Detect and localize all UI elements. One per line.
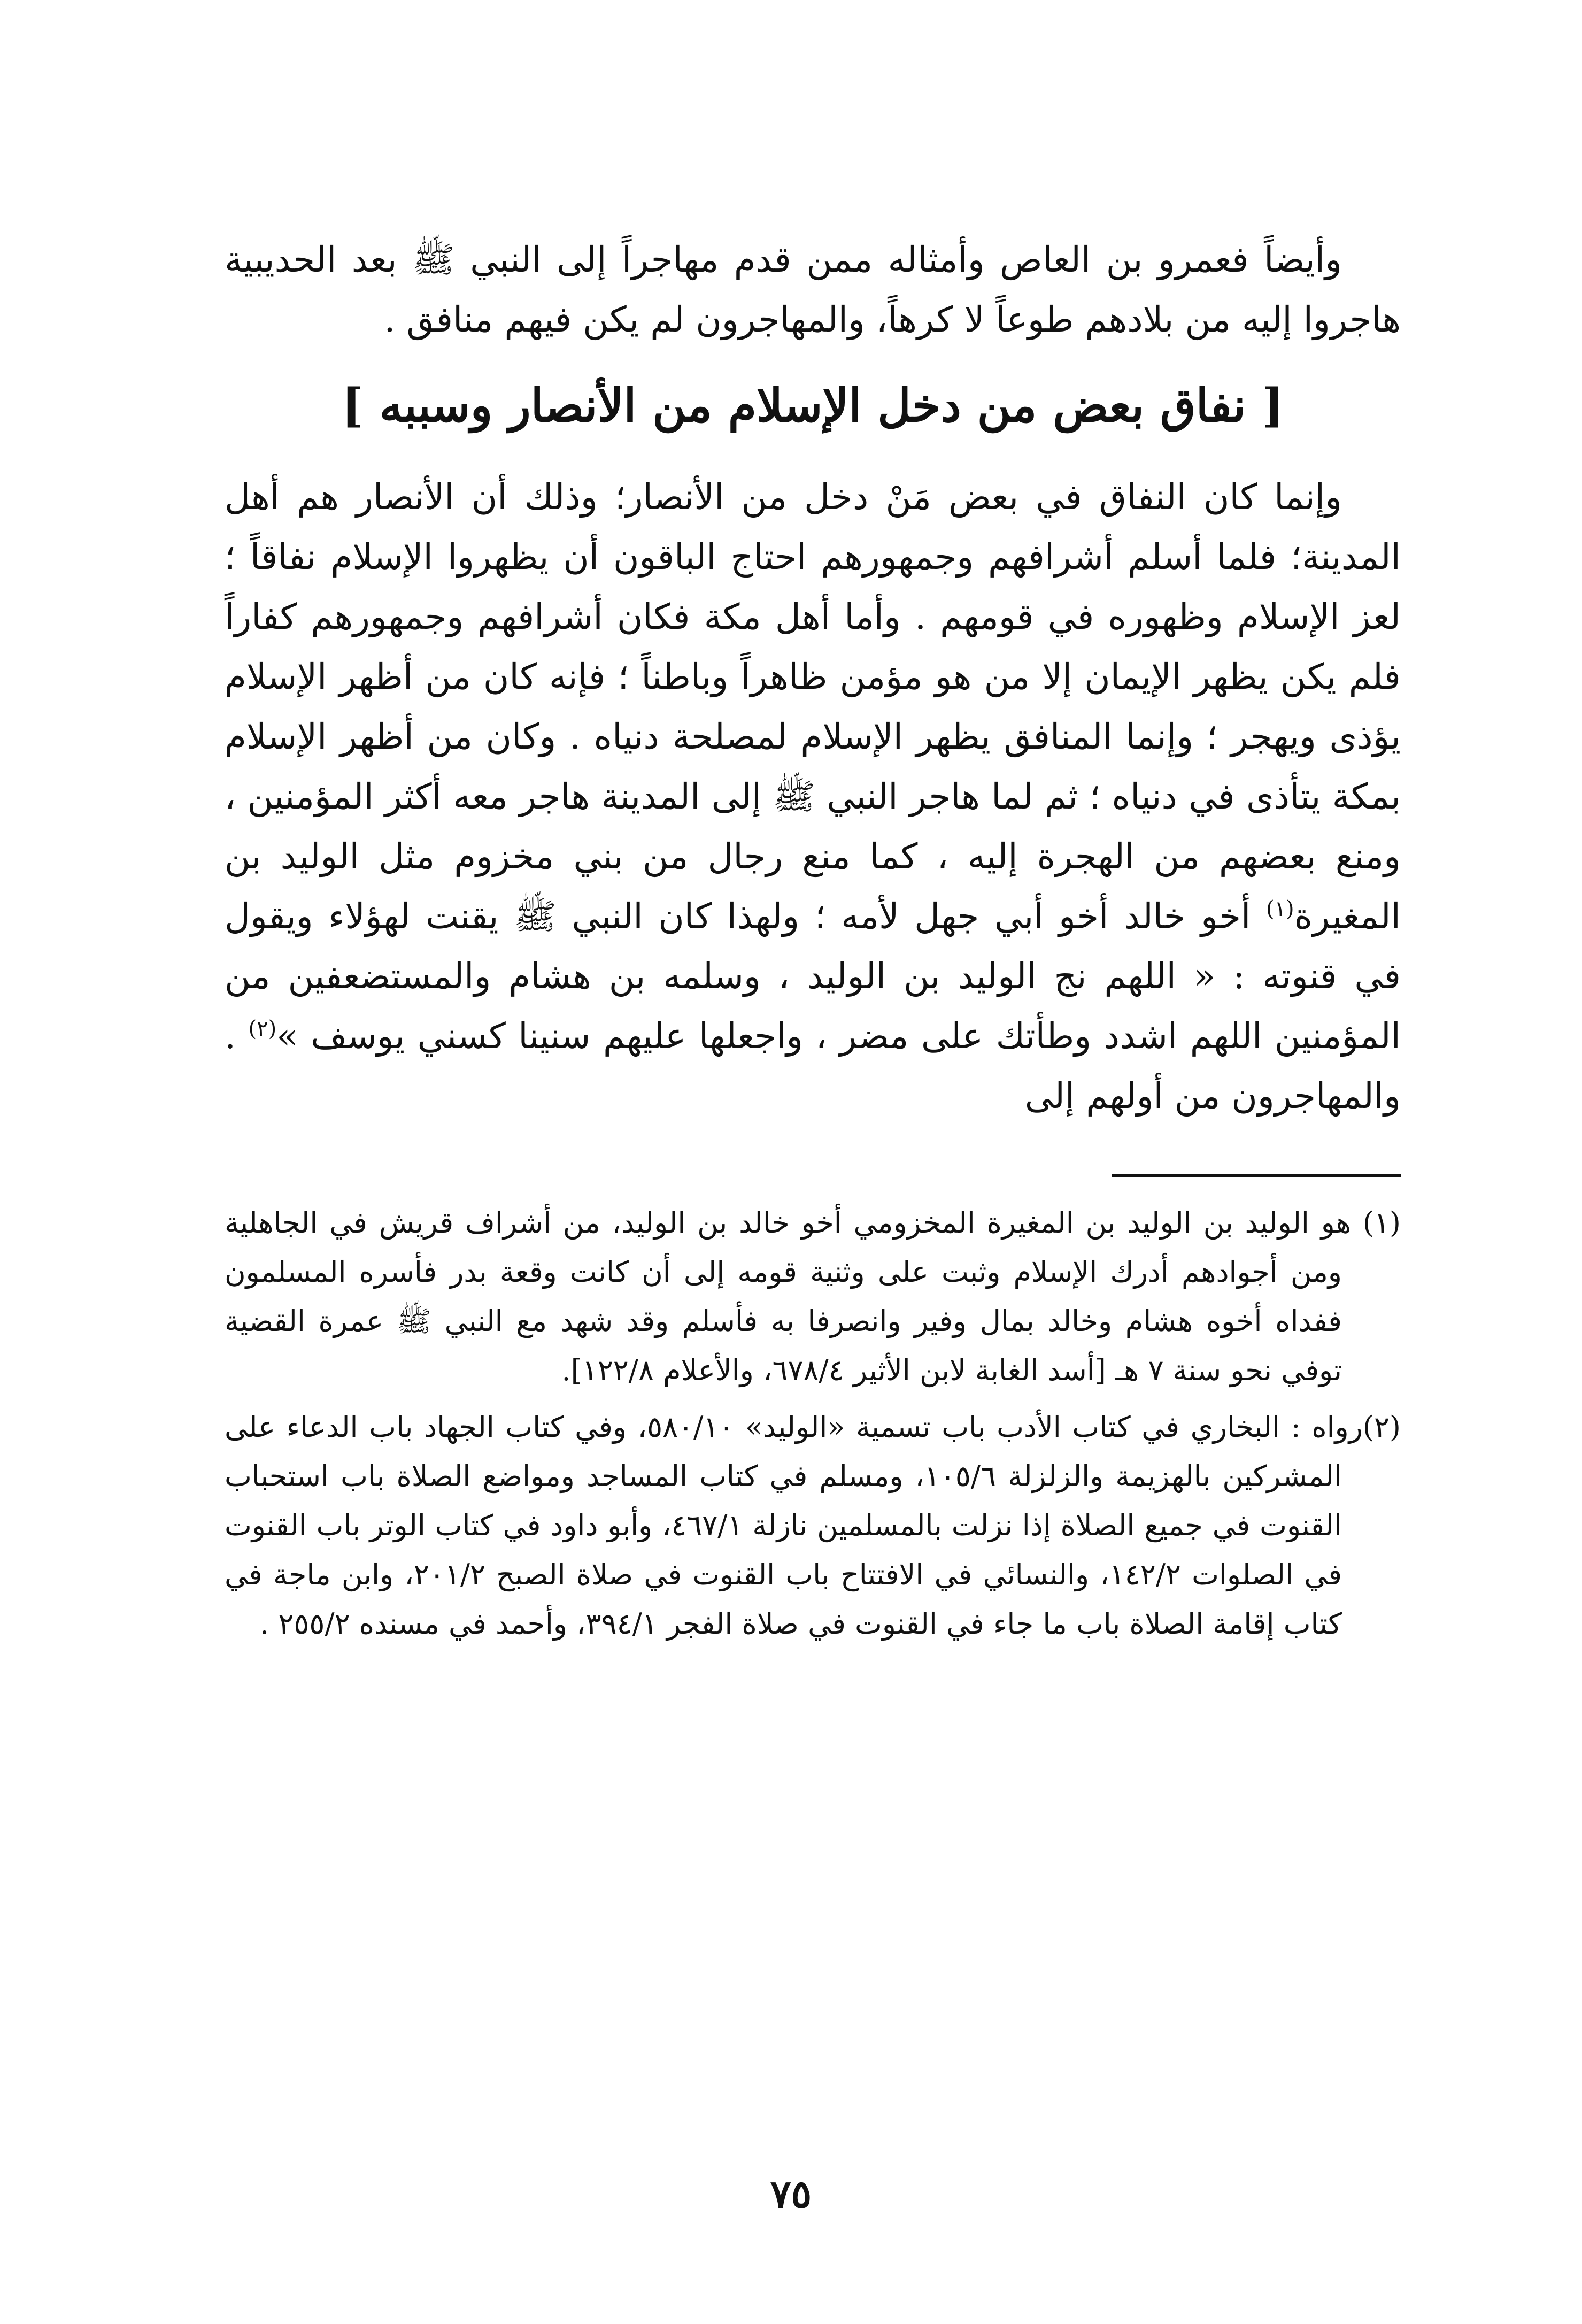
footnote-1: (١) هو الوليد بن الوليد بن المغيرة المخزومي أخو خالد بن الوليد، من أشراف قريش في الجاهلية ومن أجوادهم أدرك الإسلام وثبت على وثنية قومه إلى أن كانت وقعة بدر فأسره المسلمون ففداه أخوه هشام وخالد بمال وفير وانصرفا به فأسلم وقد شهد مع النبي ﷺ عمرة القضية توفي نحو سنة ٧ هـ [أسد الغابة لابن الأثير ٦٧٨/٤، والأعلام ١٢٢/٨]. — [225, 1206, 1401, 1387]
intro-paragraph: وأيضاً فعمرو بن العاص وأمثاله ممن قدم مهاجراً إلى النبي ﷺ بعد الحديبية هاجروا إليه من بلادهم طوعاً لا كرهاً، والمهاجرون لم يكن فيهم منافق . — [225, 239, 1401, 340]
footnote-reference-2[interactable]: (٢) — [248, 1017, 277, 1041]
footnote-2: (٢)رواه : البخاري في كتاب الأدب باب تسمية «الوليد» ٥٨٠/١٠، وفي كتاب الجهاد باب الدعاء على المشركين بالهزيمة والزلزلة ١٠٥/٦، ومسلم في كتاب المساجد ومواضع الصلاة باب استحباب القنوت في جميع الصلاة إذا نزلت بالمسلمين نازلة ٤٦٧/١، وأبو داود في كتاب الوتر باب القنوت في الصلوات ١٤٢/٢، والنسائي في الافتتاح باب القنوت في صلاة الصبح ٢٠١/٢، وابن ماجة في كتاب إقامة الصلاة باب ما جاء في القنوت في صلاة الفجر ٣٩٤/١، وأحمد في مسنده ٢٥٥/٢ . — [225, 1410, 1401, 1641]
document-page — [225, 230, 1401, 2289]
main-paragraph-text-2: أخو خالد أخو أبي جهل لأمه ؛ ولهذا كان النبي ﷺ يقنت لهؤلاء ويقول في قنوته : « اللهم نج الوليد بن الوليد ، وسلمه بن هشام والمستضعفين من المؤمنين اللهم اشدد وطأتك على مضر ، واجعلها عليهم سنينا كسني يوسف » — [225, 896, 1401, 1057]
main-paragraph-text-1: وإنما كان النفاق في بعض مَنْ دخل من الأنصار؛ وذلك أن الأنصار هم أهل المدينة؛ فلما أسلم أشرافهم وجمهورهم احتاج الباقون أن يظهروا الإسلام نفاقاً ؛ لعز الإسلام وظهوره في قومهم . وأما أهل مكة فكان أشرافهم وجمهورهم كفاراً فلم يكن يظهر الإيمان إلا من هو مؤمن ظاهراً وباطناً ؛ فإنه كان من أظهر الإسلام يؤذى ويهجر ؛ وإنما المنافق يظهر الإسلام لمصلحة دنياه . وكان من أظهر الإسلام بمكة يتأذى في دنياه ؛ ثم لما هاجر النبي ﷺ إلى المدينة هاجر معه أكثر المؤمنين ، ومنع بعضهم من الهجرة إليه ، كما منع رجال من بني مخزوم مثل الوليد بن المغيرة — [225, 476, 1401, 937]
footnote-reference-1[interactable]: (١) — [1265, 897, 1294, 921]
footnote-separator — [1112, 1174, 1401, 1177]
main-paragraph — [225, 467, 1401, 1126]
page-number: ٧٥ — [770, 2171, 812, 2217]
section-heading: [ نفاق بعض من دخل الإسلام من الأنصار وسببه ] — [342, 379, 1284, 433]
main-paragraph-text-3: . والمهاجرون من أولهم إلى — [225, 1015, 1401, 1117]
